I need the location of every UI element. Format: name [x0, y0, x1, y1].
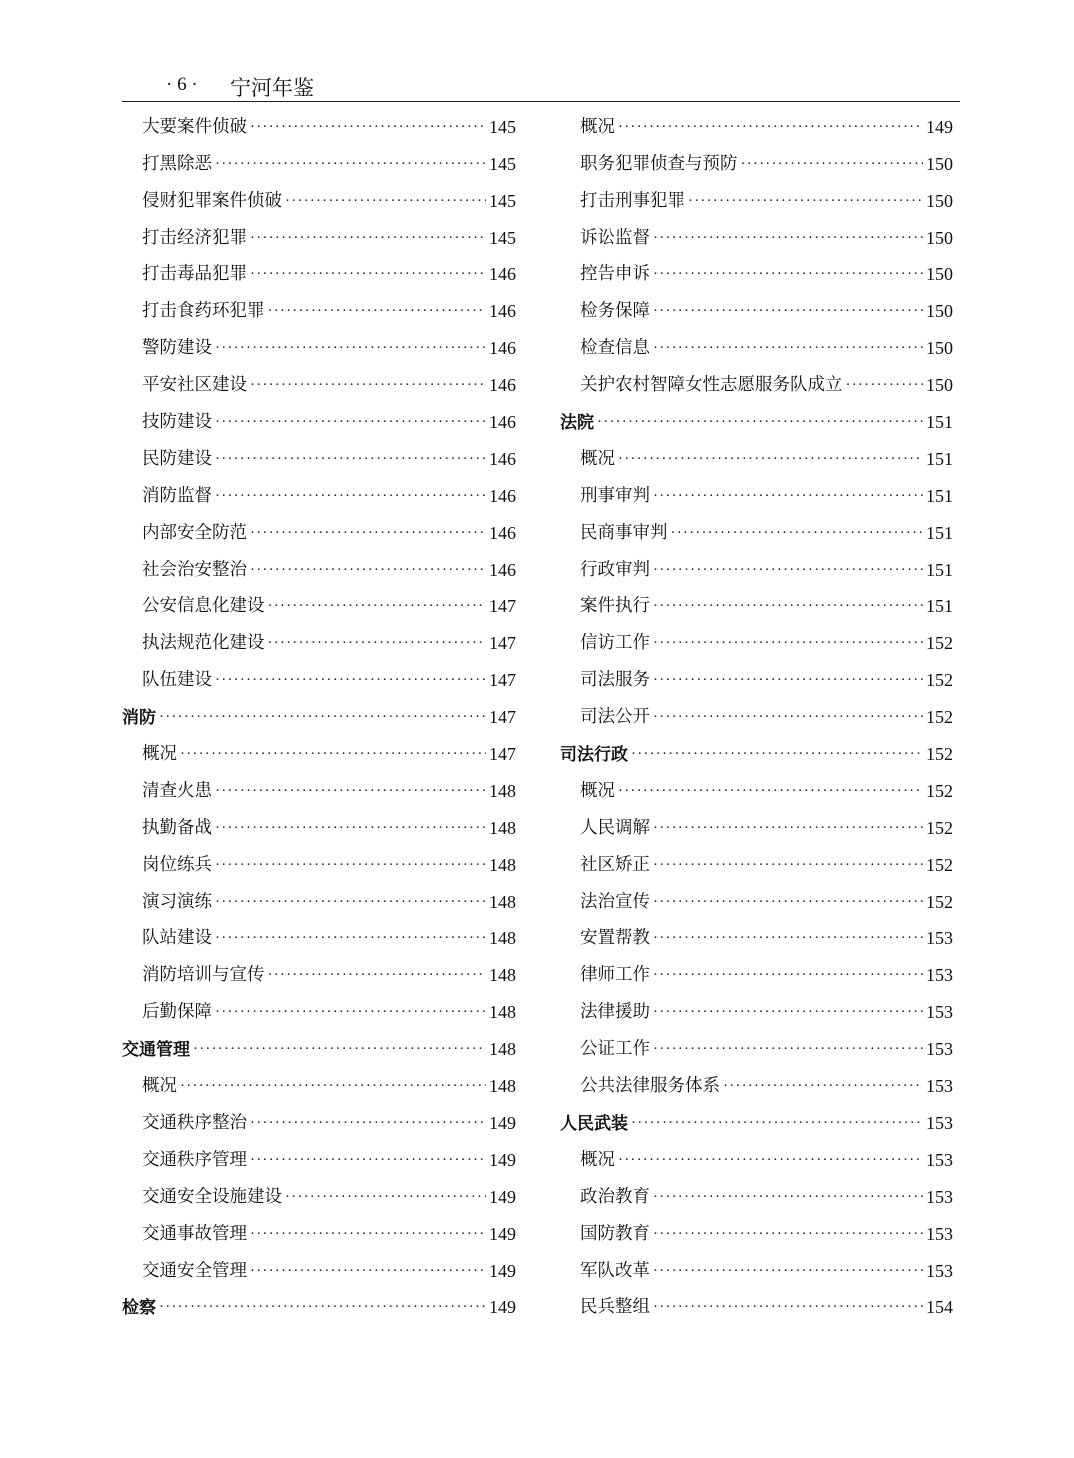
toc-page-number: 152 — [926, 633, 953, 654]
toc-entry-title: 律师工作 — [580, 965, 650, 986]
toc-entry-title: 司法服务 — [580, 670, 650, 691]
dot-leader — [215, 451, 486, 471]
toc-page-number: 149 — [926, 116, 953, 137]
toc-page-number: 153 — [926, 1149, 953, 1170]
toc-entry-title: 民防建设 — [142, 448, 212, 469]
toc-entry-title: 执勤备战 — [142, 817, 212, 838]
toc-entry-title: 队伍建设 — [142, 670, 212, 691]
dot-leader — [653, 894, 923, 914]
dot-leader — [653, 266, 923, 286]
toc-entry-title: 检察 — [122, 1298, 156, 1319]
page-number: · 6 · — [166, 74, 198, 95]
toc-page-number: 151 — [926, 485, 953, 506]
dot-leader — [653, 303, 923, 323]
toc-entry-title: 警防建设 — [142, 338, 212, 359]
dot-leader — [846, 377, 924, 397]
toc-page-number: 152 — [926, 707, 953, 728]
toc-entry[interactable] — [560, 582, 953, 619]
toc-entry-title: 公安信息化建设 — [142, 596, 265, 617]
toc-entry[interactable] — [560, 766, 953, 803]
dot-leader — [250, 1152, 486, 1172]
toc-page-number: 153 — [926, 1002, 953, 1023]
toc-page-number: 153 — [926, 1076, 953, 1097]
toc-page-number: 152 — [926, 744, 953, 765]
toc-entry[interactable] — [122, 102, 516, 139]
dot-leader — [653, 1004, 923, 1024]
toc-page-number: 148 — [489, 965, 516, 986]
dot-leader — [653, 340, 923, 360]
toc-entry[interactable] — [560, 471, 953, 508]
dot-leader — [723, 1078, 923, 1098]
toc-entry[interactable] — [560, 1172, 953, 1209]
toc-entry-title: 信访工作 — [580, 633, 650, 654]
toc-entry-title: 国防教育 — [580, 1223, 650, 1244]
toc-entry[interactable] — [560, 655, 953, 692]
toc-page-number: 151 — [926, 596, 953, 617]
dot-leader — [671, 525, 924, 545]
dot-leader — [653, 1189, 923, 1209]
dot-leader — [285, 1189, 486, 1209]
toc-page-number: 152 — [926, 780, 953, 801]
toc-page-number: 150 — [926, 227, 953, 248]
dot-leader — [215, 488, 486, 508]
toc-entry[interactable] — [122, 1098, 516, 1135]
toc-entry-title: 执法规范化建设 — [142, 633, 265, 654]
toc-entry[interactable] — [560, 213, 953, 250]
toc-page-number: 147 — [489, 707, 516, 728]
toc-entry-title: 清查火患 — [142, 780, 212, 801]
dot-leader — [653, 1226, 923, 1246]
toc-section-entry[interactable] — [560, 729, 953, 766]
toc-entry[interactable] — [122, 840, 516, 877]
toc-entry[interactable] — [560, 1246, 953, 1283]
toc-page-number: 147 — [489, 596, 516, 617]
toc-page-number: 150 — [926, 264, 953, 285]
toc-section-entry[interactable] — [560, 1098, 953, 1135]
toc-entry[interactable] — [560, 508, 953, 545]
toc-entry-title: 行政审判 — [580, 559, 650, 580]
toc-entry[interactable] — [560, 914, 953, 951]
toc-entry-title: 概况 — [142, 744, 177, 765]
toc-entry[interactable] — [122, 987, 516, 1024]
toc-entry-title: 消防监督 — [142, 485, 212, 506]
toc-entry-title: 公证工作 — [580, 1039, 650, 1060]
toc-entry[interactable] — [560, 692, 953, 729]
toc-entry-title: 演习演练 — [142, 891, 212, 912]
toc-entry[interactable] — [122, 397, 516, 434]
toc-entry[interactable] — [122, 213, 516, 250]
dot-leader — [159, 1299, 486, 1319]
dot-leader — [268, 967, 487, 987]
dot-leader — [653, 967, 923, 987]
toc-entry-title: 平安社区建设 — [142, 375, 247, 396]
toc-entry[interactable] — [560, 840, 953, 877]
toc-page-number: 149 — [489, 1112, 516, 1133]
toc-page-number: 147 — [489, 670, 516, 691]
toc-page-number: 145 — [489, 116, 516, 137]
dot-leader — [618, 1152, 923, 1172]
toc-entry-title: 社会治安整治 — [142, 559, 247, 580]
toc-page-number: 146 — [489, 485, 516, 506]
toc-entry-title: 交通秩序管理 — [142, 1149, 247, 1170]
toc-entry[interactable] — [122, 1061, 516, 1098]
toc-entry[interactable] — [560, 803, 953, 840]
dot-leader — [215, 894, 486, 914]
toc-entry-title: 侵财犯罪案件侦破 — [142, 190, 282, 211]
toc-page-number: 146 — [489, 448, 516, 469]
toc-entry[interactable] — [560, 1024, 953, 1061]
dot-leader — [618, 119, 923, 139]
dot-leader — [159, 709, 486, 729]
toc-entry-title: 控告申诉 — [580, 264, 650, 285]
toc-entry-title: 交通秩序整治 — [142, 1112, 247, 1133]
toc-entry-title: 人民调解 — [580, 817, 650, 838]
toc-section-entry[interactable] — [122, 692, 516, 729]
toc-entry[interactable] — [122, 655, 516, 692]
toc-entry-title: 法治宣传 — [580, 891, 650, 912]
toc-page-number: 153 — [926, 928, 953, 949]
toc-entry[interactable] — [560, 323, 953, 360]
toc-page-number: 151 — [926, 522, 953, 543]
toc-page-number: 145 — [489, 227, 516, 248]
dot-leader — [653, 820, 923, 840]
toc-page-number: 148 — [489, 817, 516, 838]
toc-page-number: 151 — [926, 559, 953, 580]
toc-entry-title: 安置帮教 — [580, 928, 650, 949]
toc-page-number: 149 — [489, 1260, 516, 1281]
toc-entry[interactable] — [560, 102, 953, 139]
dot-leader — [631, 746, 923, 766]
toc-entry-title: 岗位练兵 — [142, 854, 212, 875]
toc-entry-title: 技防建设 — [142, 412, 212, 433]
toc-page-number: 152 — [926, 670, 953, 691]
dot-leader — [193, 1041, 486, 1061]
toc-entry-title: 后勤保障 — [142, 1002, 212, 1023]
dot-leader — [653, 857, 923, 877]
toc-entry[interactable] — [122, 1209, 516, 1246]
toc-right-column — [560, 102, 953, 1319]
toc-entry[interactable] — [122, 508, 516, 545]
toc-entry-title: 大要案件侦破 — [142, 116, 247, 137]
dot-leader — [215, 857, 486, 877]
dot-leader — [597, 414, 923, 434]
toc-entry-title: 民兵整组 — [580, 1297, 650, 1318]
dot-leader — [268, 635, 487, 655]
toc-page-number: 146 — [489, 559, 516, 580]
toc-entry[interactable] — [560, 1209, 953, 1246]
toc-entry-title: 交通安全设施建设 — [142, 1186, 282, 1207]
toc-entry[interactable] — [122, 582, 516, 619]
toc-entry[interactable] — [122, 766, 516, 803]
toc-entry[interactable] — [122, 618, 516, 655]
toc-entry-title: 法院 — [560, 413, 594, 434]
page-header — [122, 68, 960, 102]
toc-page-number: 150 — [926, 190, 953, 211]
toc-page-number: 148 — [489, 780, 516, 801]
toc-entry-title: 民商事审判 — [580, 522, 668, 543]
toc-page-number: 146 — [489, 412, 516, 433]
toc-entry[interactable] — [122, 176, 516, 213]
toc-page-number: 148 — [489, 928, 516, 949]
toc-entry[interactable] — [122, 139, 516, 176]
toc-page-number: 150 — [926, 153, 953, 174]
dot-leader — [653, 1263, 923, 1283]
toc-entry-title: 内部安全防范 — [142, 522, 247, 543]
toc-entry[interactable] — [122, 729, 516, 766]
dot-leader — [285, 193, 486, 213]
toc-section-entry[interactable] — [122, 1283, 516, 1320]
dot-leader — [250, 525, 486, 545]
toc-entry-title: 概况 — [580, 780, 615, 801]
dot-leader — [180, 1078, 486, 1098]
dot-leader — [215, 930, 486, 950]
toc-page-number: 146 — [489, 338, 516, 359]
toc-entry[interactable] — [122, 1135, 516, 1172]
toc-page-number: 151 — [926, 412, 953, 433]
dot-leader — [215, 672, 486, 692]
toc-entry-title: 法律援助 — [580, 1002, 650, 1023]
toc-entry-title: 职务犯罪侦查与预防 — [580, 153, 738, 174]
dot-leader — [653, 672, 923, 692]
dot-leader — [653, 488, 923, 508]
toc-page-number: 149 — [489, 1297, 516, 1318]
dot-leader — [250, 266, 486, 286]
toc-entry[interactable] — [122, 545, 516, 582]
toc-entry[interactable] — [560, 286, 953, 323]
dot-leader — [180, 746, 486, 766]
toc-entry[interactable] — [122, 250, 516, 287]
toc-section-entry[interactable] — [122, 1024, 516, 1061]
dot-leader — [618, 451, 923, 471]
toc-entry[interactable] — [560, 1061, 953, 1098]
toc-entry-title: 概况 — [142, 1076, 177, 1097]
dot-leader — [250, 1263, 486, 1283]
toc-page-number: 147 — [489, 633, 516, 654]
toc-page-number: 152 — [926, 891, 953, 912]
dot-leader — [653, 1299, 923, 1319]
dot-leader — [653, 930, 923, 950]
toc-entry-title: 概况 — [580, 116, 615, 137]
dot-leader — [631, 1115, 923, 1135]
toc-page-number: 145 — [489, 153, 516, 174]
toc-page-number: 145 — [489, 190, 516, 211]
toc-entry[interactable] — [122, 1246, 516, 1283]
toc-page-number: 146 — [489, 522, 516, 543]
dot-leader — [215, 156, 486, 176]
dot-leader — [268, 598, 487, 618]
toc-page-number: 153 — [926, 1112, 953, 1133]
dot-leader — [653, 598, 923, 618]
toc-left-column — [122, 102, 516, 1319]
toc-entry[interactable] — [122, 877, 516, 914]
toc-page-number: 149 — [489, 1149, 516, 1170]
dot-leader — [618, 783, 923, 803]
toc-entry-title: 司法公开 — [580, 707, 650, 728]
toc-entry[interactable] — [122, 950, 516, 987]
toc-entry-title: 打击刑事犯罪 — [580, 190, 685, 211]
toc-page-number: 153 — [926, 1260, 953, 1281]
dot-leader — [215, 820, 486, 840]
toc-page-number: 152 — [926, 817, 953, 838]
toc-entry[interactable] — [560, 250, 953, 287]
dot-leader — [250, 1226, 486, 1246]
toc-entry-title: 打击食药环犯罪 — [142, 301, 265, 322]
toc-entry-title: 交通安全管理 — [142, 1260, 247, 1281]
toc-entry-title: 打黑除恶 — [142, 153, 212, 174]
toc-entry-title: 检查信息 — [580, 338, 650, 359]
dot-leader — [741, 156, 924, 176]
toc-entry-title: 概况 — [580, 1149, 615, 1170]
toc-page-number: 148 — [489, 891, 516, 912]
toc-page-number: 148 — [489, 1039, 516, 1060]
toc-page-number: 150 — [926, 338, 953, 359]
toc-page-number: 154 — [926, 1297, 953, 1318]
toc-page-number: 153 — [926, 1186, 953, 1207]
toc-entry[interactable] — [560, 950, 953, 987]
toc-entry[interactable] — [122, 914, 516, 951]
dot-leader — [250, 377, 486, 397]
dot-leader — [653, 709, 923, 729]
dot-leader — [653, 635, 923, 655]
toc-entry-title: 刑事审判 — [580, 485, 650, 506]
toc-entry-title: 关护农村智障女性志愿服务队成立 — [580, 375, 843, 396]
toc-entry-title: 检务保障 — [580, 301, 650, 322]
toc-page-number: 146 — [489, 301, 516, 322]
toc-entry[interactable] — [122, 471, 516, 508]
toc-entry[interactable] — [560, 618, 953, 655]
toc-entry-title: 交通管理 — [122, 1040, 190, 1061]
toc-entry-title: 军队改革 — [580, 1260, 650, 1281]
toc-page-number: 146 — [489, 375, 516, 396]
toc-entry-title: 案件执行 — [580, 596, 650, 617]
dot-leader — [653, 230, 923, 250]
toc-entry[interactable] — [560, 176, 953, 213]
toc-entry-title: 消防培训与宣传 — [142, 965, 265, 986]
toc-entry-title: 概况 — [580, 448, 615, 469]
dot-leader — [653, 1041, 923, 1061]
dot-leader — [215, 783, 486, 803]
toc-page-number: 148 — [489, 1076, 516, 1097]
toc-entry[interactable] — [560, 545, 953, 582]
toc-entry[interactable] — [560, 987, 953, 1024]
toc-page-number: 153 — [926, 1223, 953, 1244]
toc-page-number: 148 — [489, 854, 516, 875]
toc-entry[interactable] — [122, 434, 516, 471]
toc-page-number: 148 — [489, 1002, 516, 1023]
toc-entry-title: 人民武装 — [560, 1113, 628, 1134]
toc-entry[interactable] — [560, 434, 953, 471]
toc-entry[interactable] — [560, 360, 953, 397]
toc-page-number: 153 — [926, 965, 953, 986]
toc-entry-title: 政治教育 — [580, 1186, 650, 1207]
toc-entry[interactable] — [560, 1283, 953, 1320]
toc-entry-title: 队站建设 — [142, 928, 212, 949]
toc-entry-title: 交通事故管理 — [142, 1223, 247, 1244]
toc-entry-title: 司法行政 — [560, 745, 628, 766]
toc-page-number: 147 — [489, 744, 516, 765]
toc-entry[interactable] — [122, 1172, 516, 1209]
dot-leader — [250, 230, 486, 250]
toc-page-number: 149 — [489, 1223, 516, 1244]
toc-page-number: 146 — [489, 264, 516, 285]
dot-leader — [215, 340, 486, 360]
toc-entry[interactable] — [560, 877, 953, 914]
toc-page-number: 152 — [926, 854, 953, 875]
toc-entry[interactable] — [122, 803, 516, 840]
toc-entry[interactable] — [122, 286, 516, 323]
book-title: 宁河年鉴 — [230, 76, 314, 100]
toc-entry-title: 诉讼监督 — [580, 227, 650, 248]
toc-page-number: 150 — [926, 375, 953, 396]
toc-page-number: 153 — [926, 1039, 953, 1060]
toc-entry-title: 打击毒品犯罪 — [142, 264, 247, 285]
toc-entry[interactable] — [560, 1135, 953, 1172]
toc-section-entry[interactable] — [560, 397, 953, 434]
toc-entry[interactable] — [122, 323, 516, 360]
dot-leader — [268, 303, 487, 323]
dot-leader — [250, 562, 486, 582]
dot-leader — [688, 193, 923, 213]
toc-entry-title: 打击经济犯罪 — [142, 227, 247, 248]
toc-entry[interactable] — [122, 360, 516, 397]
dot-leader — [250, 1115, 486, 1135]
toc-entry[interactable] — [560, 139, 953, 176]
dot-leader — [653, 562, 923, 582]
dot-leader — [215, 1004, 486, 1024]
toc-page-number: 151 — [926, 448, 953, 469]
toc-entry-title: 消防 — [122, 708, 156, 729]
toc-entry-title: 公共法律服务体系 — [580, 1076, 720, 1097]
toc-page-number: 149 — [489, 1186, 516, 1207]
dot-leader — [215, 414, 486, 434]
toc-page-number: 150 — [926, 301, 953, 322]
dot-leader — [250, 119, 486, 139]
toc-entry-title: 社区矫正 — [580, 854, 650, 875]
